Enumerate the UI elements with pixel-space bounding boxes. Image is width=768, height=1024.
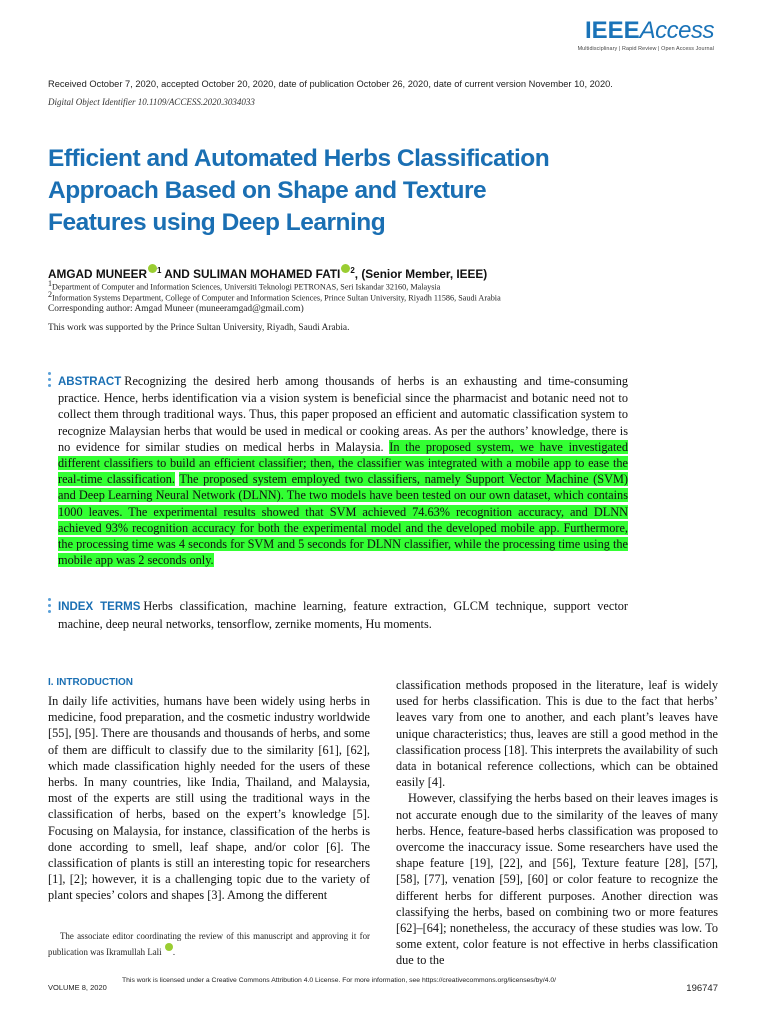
abstract-text: Recognizing the desired herb among thousands of herbs is an exhausting and time-consuming practice. Hence, herbs identification via a vision system is beneficial since the pharmacist and botanic need not to collect them through traditional ways. Thus, this paper proposed an efficient and automatic classification system to recognize Malaysian herbs that would be used in medical or cooking areas. As per the authors’ knowledge, there is no evidence for similar studies on medical herbs in Malaysia. <box>58 374 628 454</box>
abstract-highlight-2: The proposed system employed two classifiers, namely Support Vector Machine (SVM) and Deep Learning Neural Network (DLNN). The two models have been tested on our own dataset, which contains 1000 leaves. The experimental results showed that SVM achieved 74.63% recognition accuracy, and DLNN achieved 93% recognition accuracy for both the experimental model and the developed mobile app. Furthermore, the processing time was 4 seconds for SVM and 5 seconds for DLNN classifier, while the processing time using the mobile app was 2 seconds only. <box>58 472 628 568</box>
index-terms-text: Herbs classification, machine learning, feature extraction, GLCM technique, support vector machine, deep neural networks, tensorflow, zernike moments, Hu moments. <box>58 599 629 631</box>
affiliation-1-sup: 1 <box>48 279 52 288</box>
paper-title <box>48 143 608 239</box>
doi: Digital Object Identifier 10.1109/ACCESS.2020.3034033 <box>48 97 255 107</box>
logo-ieee: IEEE <box>584 17 640 44</box>
section-heading-introduction: I. INTRODUCTION <box>48 677 133 688</box>
affiliation-1-text: Department of Computer and Information Sciences, Universiti Teknologi PETRONAS, Seri Iskandar 32160, Malaysia <box>52 282 441 292</box>
intro-paragraph-3: However, classifying the herbs based on their leaves images is not accurate enough due to the similarity of the leaves of many herbs. Hence, feature-based herbs classification was proposed to overcome the inaccuracy issue. Some researchers have used the shape feature [19], [22], and [56], Texture feature [28], [57], [58], [77], venation [59], [60] or color feature to recognize the different herbs for different purposes. Another direction was classifying the herbs, based on combining two or more features [62]–[64]; nonetheless, the accuracy of these studies was low. To some extent, color feature is not effective in herbs classification due to the <box>396 791 718 968</box>
title-line-2: Approach Based on Shape and Texture <box>48 177 487 204</box>
page-number: 196747 <box>686 983 718 994</box>
corresponding-author: Corresponding author: Amgad Muneer (muneeramgad@gmail.com) <box>48 304 304 314</box>
orcid-icon[interactable] <box>165 943 173 951</box>
title-line-3: Features using Deep Learning <box>48 209 386 236</box>
abstract-label: ABSTRACT <box>58 376 122 388</box>
author-1: AMGAD MUNEER <box>48 267 147 281</box>
author-1-sup: 1 <box>156 266 162 276</box>
column-left <box>48 693 370 904</box>
title-line-1: Efficient and Automated Herbs Classification <box>48 145 550 172</box>
author-2-sup: 2 <box>350 266 355 276</box>
affiliation-2-text: Information Systems Department, College of Computer and Information Sciences, Prince Sultan University, Riyadh 11586, Saudi Arabia <box>52 293 501 303</box>
footnote-text: The associate editor coordinating the review of this manuscript and approving it for publication was Ikramullah Lali <box>48 931 370 957</box>
footnote-end: . <box>172 947 176 957</box>
author-2: AND SULIMAN MOHAMED FATI <box>164 267 341 281</box>
affiliation-2 <box>48 290 501 303</box>
orcid-icon[interactable] <box>148 264 157 273</box>
column-right <box>396 677 718 969</box>
affiliation-2-sup: 2 <box>48 290 52 299</box>
abstract-dots-icon <box>48 372 52 390</box>
index-terms-label: INDEX TERMS <box>58 601 141 613</box>
author-2-suffix: , (Senior Member, IEEE) <box>354 267 488 281</box>
intro-paragraph-2: classification methods proposed in the literature, leaf is widely used for herbs classification. This is due to the fact that herbs’ leaves vary from one to another, and each plant’s leaves have unique characteristics; thus, leaves are still a good method in the classification process [18]. This interprets the availability of such data in botanical reference collections, which can be obtained easily [4]. <box>396 678 718 790</box>
index-terms <box>58 598 628 633</box>
abstract <box>58 373 628 568</box>
editor-footnote <box>48 930 370 959</box>
journal-logo <box>578 18 714 52</box>
footer-license: This work is licensed under a Creative Commons Attribution 4.0 License. For more information, see https://creativecommons.org/licenses/by/4.0/ <box>122 977 557 984</box>
logo-tagline: Multidisciplinary | Rapid Review | Open Access Journal <box>577 46 714 52</box>
funding-note: This work was supported by the Prince Sultan University, Riyadh, Saudi Arabia. <box>48 323 350 333</box>
index-terms-dots-icon <box>48 598 52 616</box>
orcid-icon[interactable] <box>341 264 350 273</box>
intro-paragraph-1: In daily life activities, humans have been widely using herbs in medicine, food preparation, and the cosmetic industry worldwide [55], [95]. There are thousands and thousands of herbs, and some of them are difficult to classify due to the similarity [61], [62], which made classification highly needed for the users of these herbs. In many countries, like India, Thailand, and Malaysia, most of the experts are still using the traditional ways in the classification of herbs, based on the expert’s knowledge [5]. Focusing on Malaysia, for instance, classification of the herbs is done according to smell, leaf shape, and/or color [6]. The classification of plants is still an interesting topic for researchers [1], [2]; however, it is a challenging topic due to the variety of plant species’ colors and shapes [3]. Among the different <box>48 694 370 903</box>
received-dates: Received October 7, 2020, accepted October 20, 2020, date of publication October 26, 2020, date of current version November 10, 2020. <box>48 79 613 89</box>
logo-access: Access <box>639 17 714 44</box>
footer-volume: VOLUME 8, 2020 <box>48 983 107 992</box>
abstract-highlight-1: In the proposed system, we have investigated different classifiers to build an efficient classifier; then, the classifier was integrated with a mobile app to ease the real-time classification. <box>58 439 628 487</box>
